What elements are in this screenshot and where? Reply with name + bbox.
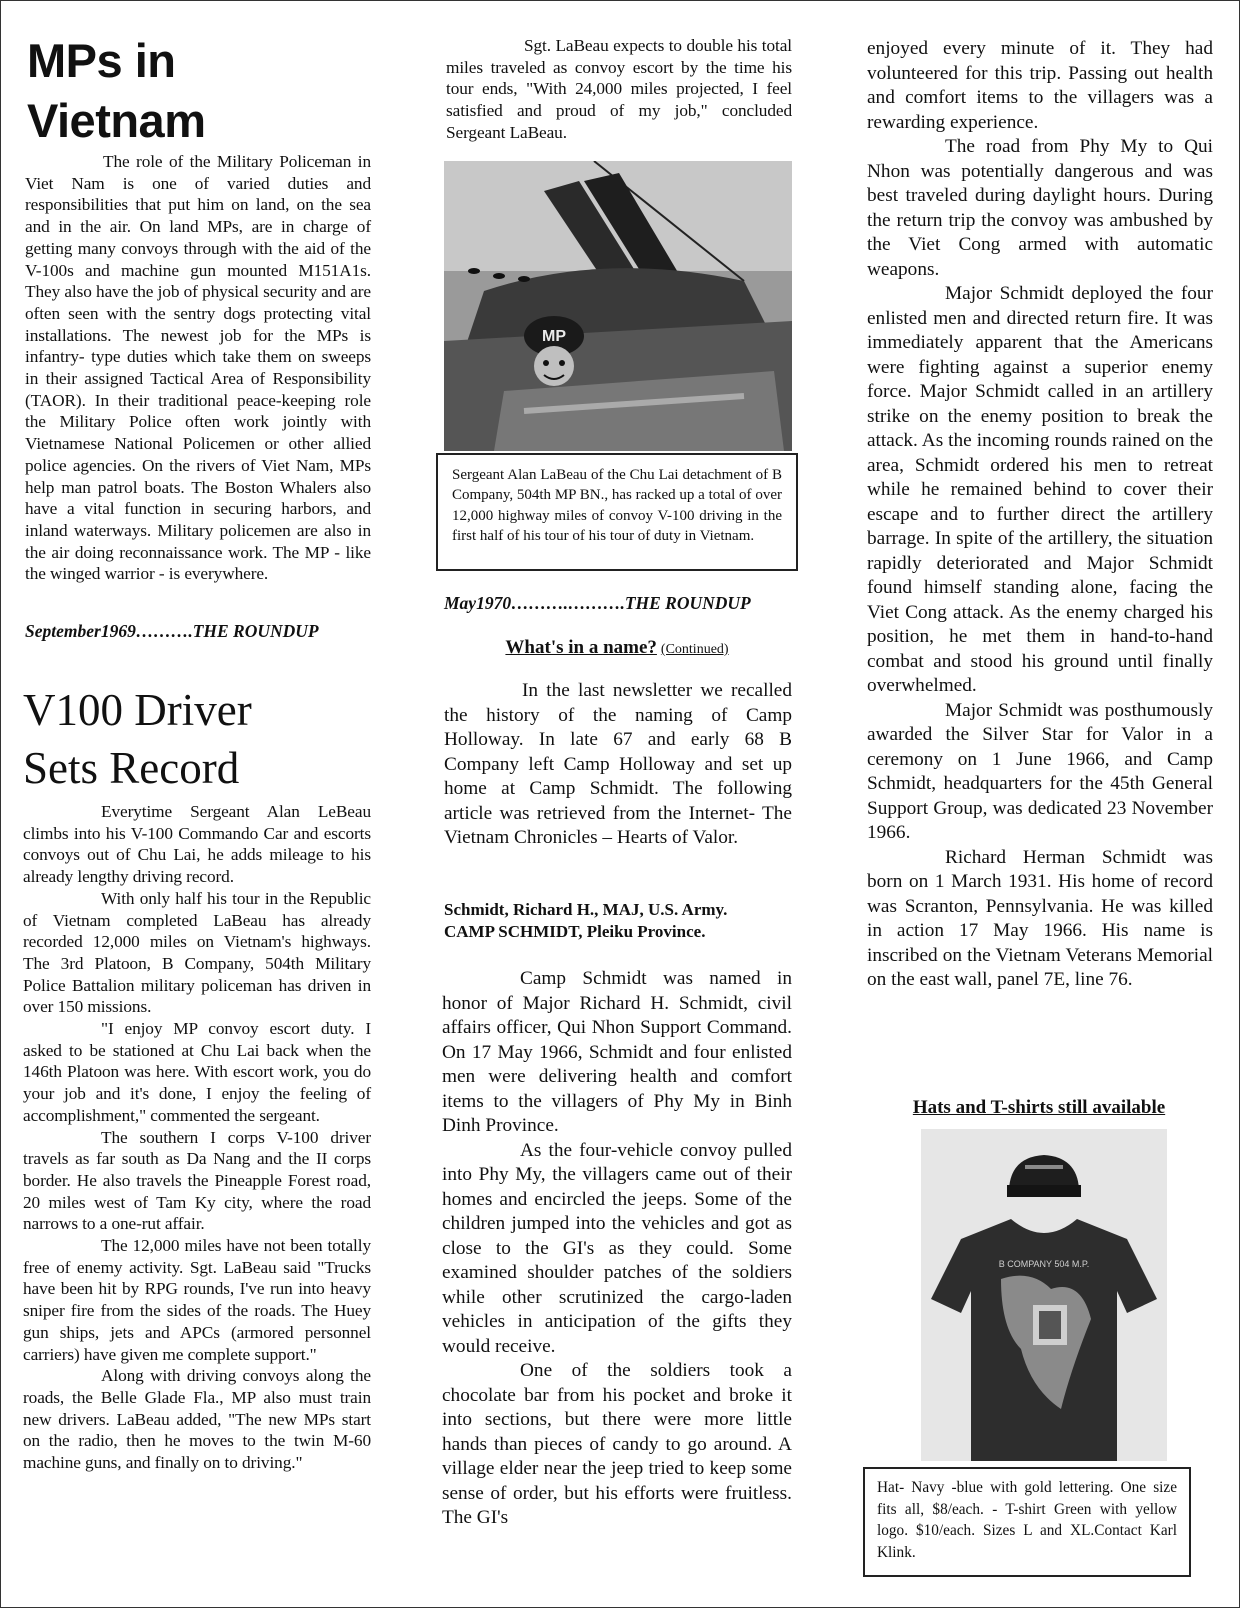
entry-heading-line2: CAMP SCHMIDT, Pleiku Province. [444,922,706,941]
headline-mps-line1: MPs in [27,34,176,87]
hat-tshirt-illustration [921,1129,1167,1461]
article-mps-body: The role of the Military Policeman in Viet Nam is one of varied duties and responsibilities that put him on land, on the sea and in the air. On land MPs, are in charge of getting many convoys through with the aid of the V-100s and machine gun mounted M151A1s. They also have the job of physical security and are often seen with the sentry dogs protecting vital installations. The newest job for the MPs is infantry- type duties which take them on sweeps in their assigned Tactical Area of Responsibility (TAOR). In their traditional peace-keeping role the Military Police often work jointly with Vietnamese National Policemen or other allied police agencies. On the rivers of Viet Nam, MPs help man patrol boats. The Boston Whalers also have a vital function in securing harbors, and inland waterways. Military policemen are also in the air doing reconnaissance work. The MP - like the winged warrior - is everywhere. [25,152,371,584]
v100-paragraph-4: The southern I corps V-100 driver travels as far south as Da Nang and the II corps border. He also travels the Pineapple Forest road, 20 miles west of Tam Ky city, where the road narrows to a one-rut affair. [23,1127,371,1234]
entry-heading [444,899,792,943]
v100-paragraph-5: The 12,000 miles have not been totally free of enemy activity. Sgt. LaBeau said "Trucks have been hit by RPG rounds, I've run into heavy sniper fire from the sides of the roads. The Huey gun ships, jets and APCs (armored personnel carriers) have given me complete support." [23,1236,371,1364]
schmidt-article-continued [867,37,1213,993]
schmidt-paragraph-3: One of the soldiers took a chocolate bar from his pocket and broke it into sections, but there were more little hands than pieces of candy to go around. A village elder near the jeep tried to keep some sense of order, but his efforts were fruitless. The GI's [442,1360,792,1528]
photo-caption-box [436,453,798,571]
article-mps-in-vietnam [27,31,371,151]
v100-turret-photo-illustration [444,161,792,451]
schmidt-paragraph-5: Major Schmidt deployed the four enlisted men and directed return fire. It was immediately apparent that the Americans were fighting against a superior enemy force. Major Schmidt called in an artillery strike on the enemy position to break the attack. As the incoming rounds rained on the area, Schmidt ordered his men to retreat while he remained behind to cover their escape and to further direct the artillery barrage. In spite of the artillery, the situation rapidly deteriorated and Major Schmidt found himself standing alone, facing the Viet Cong attack. As the enemy charged his position, he met them in hand-to-hand combat and stood his ground until finally overwhelmed. [867,283,1213,696]
schmidt-paragraph-2: As the four-vehicle convoy pulled into Phy My, the villagers came out of their homes and encircled the jeeps. Some of the children jumped into the vehicles and got as close to the GI's as they could. Some examined shoulder patches of the soldiers while other scrutinized the cargo-laden vehicles in anticipation of the gifts they would receive. [442,1139,792,1357]
schmidt-paragraph-4: The road from Phy My to Qui Nhon was potentially dangerous and was best traveled during daylight hours. During the return trip the convoy was ambushed by the Viet Cong armed with automatic weapons. [867,136,1213,280]
headline-mps-line2: Vietnam [27,94,206,147]
source-may-1970: May1970……….……….THE ROUNDUP [444,593,751,613]
schmidt-paragraph-6: Major Schmidt was posthumously awarded the Silver Star for Valor in a ceremony on 1 June 1966, and Camp Schmidt, headquarters for the 45th General Support Group, was dedicated 23 November 1966. [867,699,1213,843]
schmidt-article-body [442,967,792,1531]
merch-title [865,1097,1213,1119]
helmet-text: MP [542,328,566,345]
entry-heading-line1: Schmidt, Richard H., MAJ, U.S. Army. [444,900,728,919]
v100-paragraph-3: "I enjoy MP convoy escort duty. I asked to be stationed at Chu Lai back when the 146th Platoon was here. With escort work, you do your job and it's done, I enjoy the feeling of accomplishment," commented the sergeant. [23,1019,371,1125]
merch-caption-text: Hat- Navy -blue with gold lettering. One size fits all, $8/each. - T-shirt Green with yellow logo. $10/each. Sizes L and XL.Contact Karl Klink. [877,1479,1177,1561]
article-v100-header [23,681,371,797]
photo-sergeant-v100 [444,161,792,451]
whats-in-a-name-intro: In the last newsletter we recalled the history of the naming of Camp Holloway. In late 67 and early 68 B Company left Camp Holloway and set up home at Camp Schmidt. The following article was retrieved from the Internet- The Vietnam Chronicles – Hearts of Valor. [444,680,792,848]
whats-in-a-name-title: What's in a name? [505,637,657,658]
headline-v100-line2: Sets Record [23,743,240,793]
merch-title-text: Hats and T-shirts still available [912,1097,1166,1118]
photo-caption-text: Sergeant Alan LaBeau of the Chu Lai detachment of B Company, 504th MP BN., has racked up a total of over 12,000 highway miles of convoy V-100 driving in the first half of his tour of his tour of duty in Vietnam. [452,467,782,545]
schmidt-paragraph-3-continued: enjoyed every minute of it. They had volunteered for this trip. Passing out health and comfort items to the villagers was a rewarding experience. [867,38,1213,133]
v100-paragraph-7: Sgt. LaBeau expects to double his total miles traveled as convoy escort by the time his tour ends, "With 24,000 miles projected, I feel satisfied and proud of my job," concluded Sergeant LaBeau. [446,36,792,142]
schmidt-paragraph-7: Richard Herman Schmidt was born on 1 March 1931. His home of record was Scranton, Pennsylvania. He was killed in action 17 May 1966. His name is inscribed on the Vietnam Veterans Memorial on the east wall, panel 7E, line 76. [867,846,1213,990]
v100-paragraph-1: Everytime Sergeant Alan LeBeau climbs into his V-100 Commando Car and escorts convoys out of Chu Lai, he adds mileage to his already lengthy driving record. [23,802,371,887]
v100-paragraph-6: Along with driving convoys along the roads, the Belle Glade Fla., MP also must train new drivers. LaBeau added, "The new MPs start on the radio, then he moves to the twin M-60 machine guns, and finally on to driving." [23,1366,371,1473]
photo-hat-tshirt [921,1129,1167,1461]
source-september-1969: September1969……….THE ROUNDUP [25,621,319,641]
section-title-whats-in-a-name [442,637,792,659]
v100-paragraph-2: With only half his tour in the Republic of Vietnam completed LaBeau has already recorded 12,000 miles on Vietnam's highways. The 3rd Platoon, B Company, 504th Military Police Battalion military policeman has driven in over 150 missions. [23,888,371,1017]
whats-in-a-name-continued: (Continued) [660,642,729,657]
schmidt-paragraph-1: Camp Schmidt was named in honor of Major Richard H. Schmidt, civil affairs officer, Qui Nhon Support Command. On 17 May 1966, Schmidt and four enlisted men were delivering health and comfort items to the villagers of Phy My in Binh Dinh Province. [442,968,792,1136]
article-v100-body [23,801,371,1474]
merch-caption-box [863,1467,1191,1577]
tshirt-text: B COMPANY 504 M.P. [998,1259,1090,1269]
headline-v100-line1: V100 Driver [23,685,252,735]
